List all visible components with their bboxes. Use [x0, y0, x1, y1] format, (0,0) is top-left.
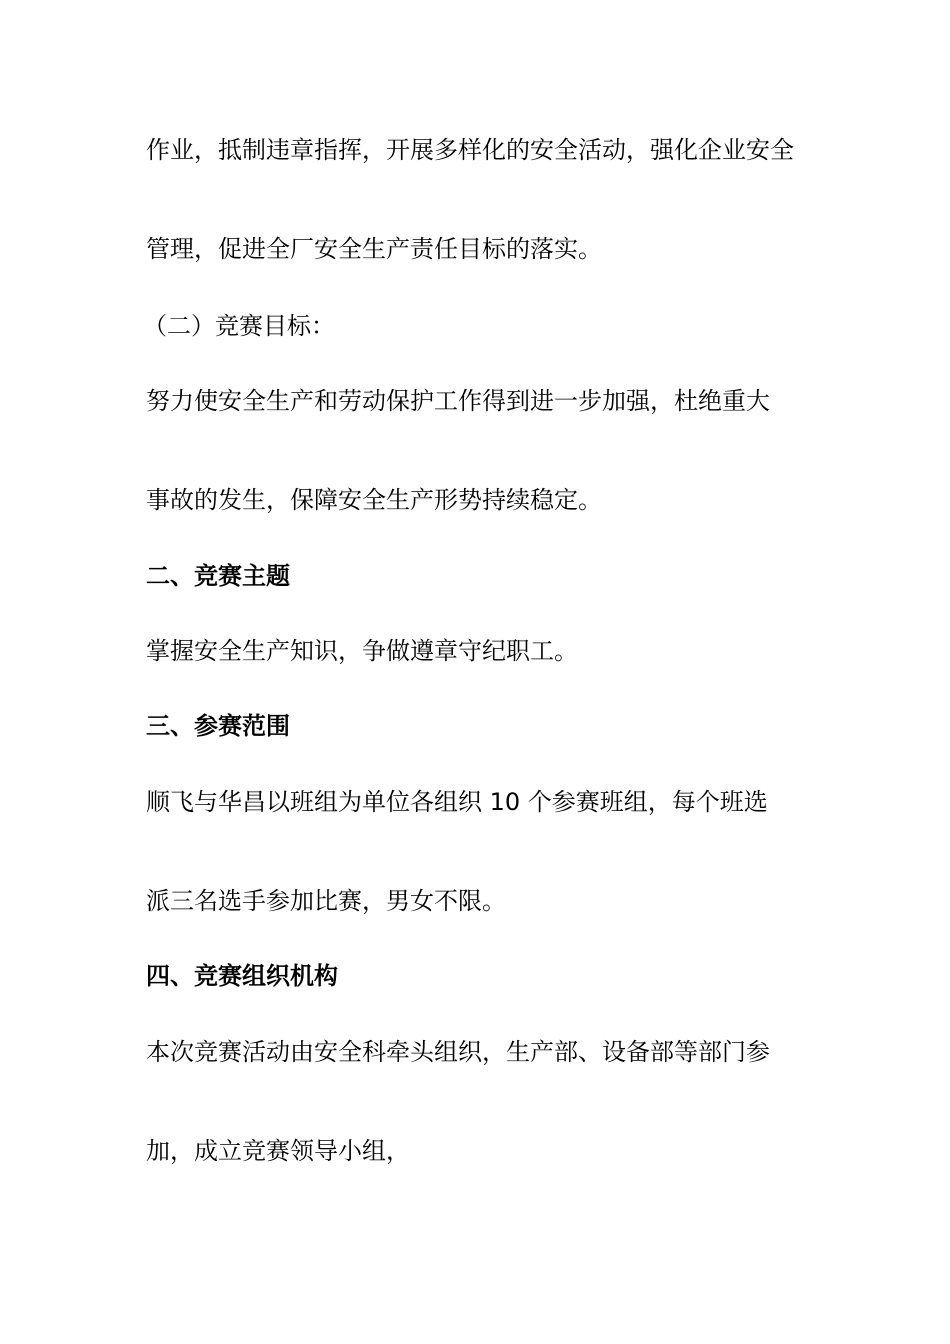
paragraph-text: 管理，促进全厂安全生产责任目标的落实。: [146, 235, 602, 263]
paragraph-text: 本次竞赛活动由安全科牵头组织，生产部、设备部等部门参: [146, 1038, 770, 1066]
paragraph-text: 事故的发生，保障安全生产形势持续稳定。: [146, 486, 602, 514]
paragraph-text: 努力使安全生产和劳动保护工作得到进一步加强，杜绝重大: [146, 387, 770, 415]
paragraph-text: 顺飞与华昌以班组为单位各组织 10 个参赛班组，每个班选: [146, 788, 768, 816]
paragraph-text: 加，成立竞赛领导小组，: [146, 1137, 410, 1165]
paragraph-text: 掌握安全生产知识，争做遵章守纪职工。: [146, 637, 578, 665]
section-heading-theme: 二、竞赛主题: [146, 562, 290, 590]
sub-heading-goal: （二）竞赛目标：: [143, 312, 335, 340]
section-heading-scope: 三、参赛范围: [146, 712, 290, 740]
paragraph-text: 派三名选手参加比赛，男女不限。: [146, 887, 506, 915]
section-heading-organization: 四、竞赛组织机构: [146, 962, 338, 990]
paragraph-text: 作业，抵制违章指挥，开展多样化的安全活动，强化企业安全: [146, 136, 794, 164]
